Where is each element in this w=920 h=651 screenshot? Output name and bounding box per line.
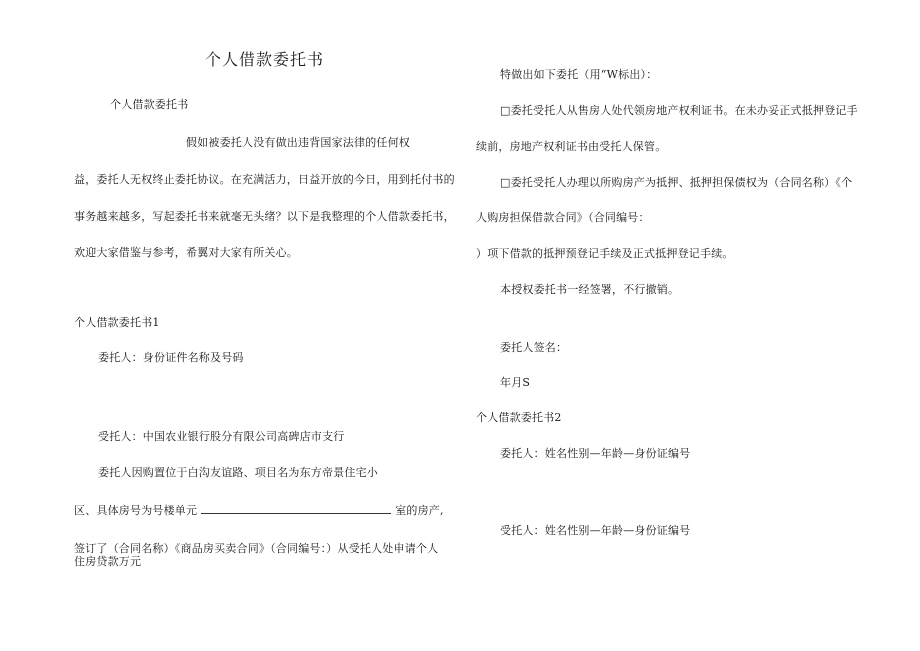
doc1-body-line: 委托人因购置位于白沟友谊路、项目名为东方帝景住宅小 (98, 466, 378, 479)
delegation-item: □委托受托人办理以所购房产为抵押、抵押担保债权为（合同名称）《个 (500, 176, 853, 189)
doc1-principal: 委托人：身份证件名称及号码 (98, 351, 244, 364)
intro-line: 事务越来越多，写起委托书来就毫无头绪？以下是我整理的个人借款委托书， (74, 210, 455, 223)
irrevocable-note: 本授权委托书一经签署，不行撤销。 (500, 283, 680, 296)
intro-line: 假如被委托人没有做出违背国家法律的任何权 (186, 136, 410, 149)
doc1-body-line: 住房贷款万元 (74, 555, 142, 568)
doc1-body-text: 区、具体房号为号楼单元 (74, 504, 198, 517)
doc2-principal: 委托人：姓名性别—年龄—身份证编号 (500, 447, 691, 460)
section-subtitle: 个人借款委托书 (110, 98, 189, 111)
page-title: 个人借款委托书 (205, 50, 325, 69)
date-line: 年月S (500, 376, 531, 389)
doc2-heading: 个人借款委托书2 (476, 411, 562, 424)
blank-underline (201, 503, 391, 514)
doc2-agent: 受托人：姓名性别—年龄—身份证编号 (500, 524, 691, 537)
doc1-heading: 个人借款委托书1 (74, 316, 160, 329)
doc1-body-text: 室的房产, (395, 504, 444, 517)
doc1-agent: 受托人：中国农业银行股分有限公司高碑店市支行 (98, 430, 345, 443)
doc1-body-line: 签订了（合同名称）《商品房买卖合同》（合同编号：）从受托人处申请个人 (74, 542, 439, 555)
intro-line: 欢迎大家借鉴与参考，希翼对大家有所关心。 (74, 246, 298, 259)
delegation-intro: 特做出如下委托（用“W标出）： (500, 68, 658, 81)
intro-line: 益，委托人无权终止委托协议。在充满活力，日益开放的今日，用到托付书的 (74, 173, 455, 186)
delegation-item: □委托受托人从售房人处代领房地产权利证书。在未办妥正式抵押登记手 (500, 104, 858, 117)
delegation-item: 人购房担保借款合同》（合同编号： (476, 211, 650, 224)
delegation-item: ）项下借款的抵押预登记手续及正式抵押登记手续。 (476, 247, 734, 260)
delegation-item: 续前，房地产权利证书由受托人保管。 (476, 140, 667, 153)
signature-line: 委托人签名： (500, 341, 568, 354)
doc1-body-line (74, 503, 444, 518)
